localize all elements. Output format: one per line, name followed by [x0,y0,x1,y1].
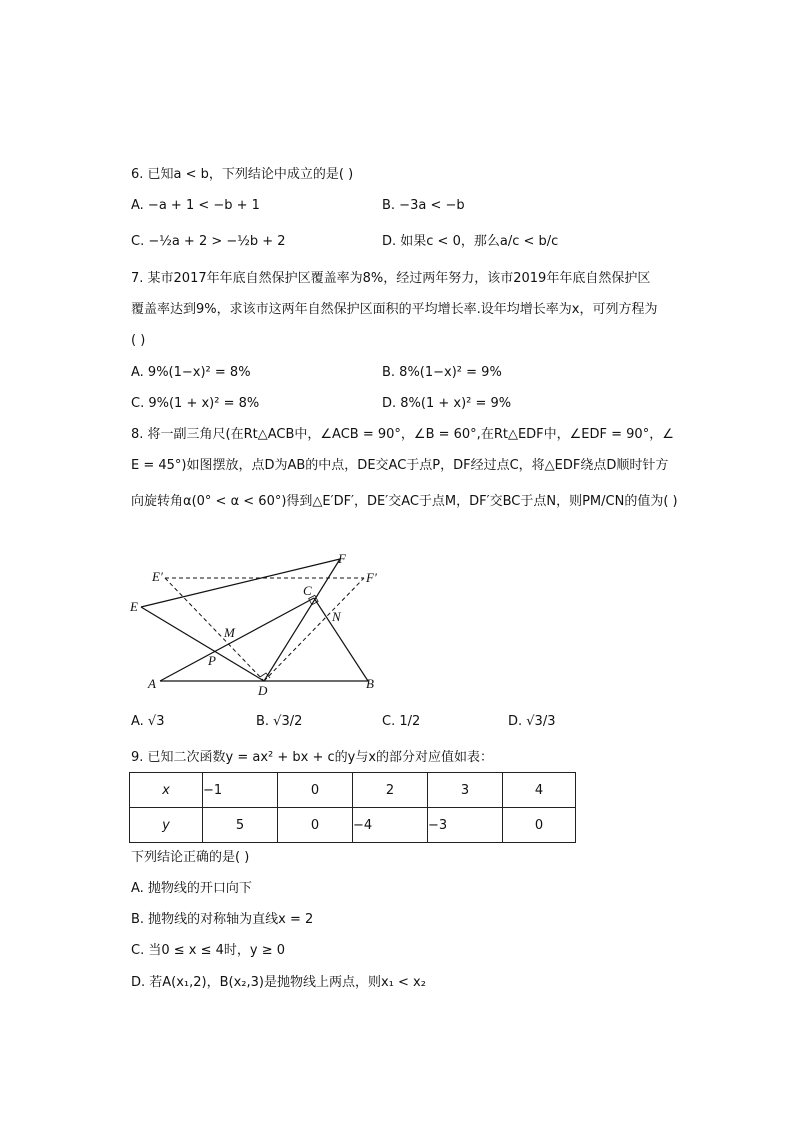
table-cell: −1 [203,773,278,808]
q7-line-3: ( ) [131,333,146,348]
q6-option-a: A. −a + 1 < −b + 1 [131,198,260,213]
label-a: A [148,676,156,691]
segment-AC [160,598,314,681]
table-cell: 2 [353,773,428,808]
table-header-y: y [130,808,203,843]
q6-option-c: C. −½a + 2 > −½b + 2 [131,234,286,249]
q9-prompt: 下列结论正确的是( ) [131,850,250,865]
q9-stem: 9. 已知二次函数y = ax² + bx + c的y与x的部分对应值如表： [131,750,494,765]
q8-geometry-figure [120,545,390,700]
q8-option-b: B. √3/2 [256,714,303,729]
q7-line-2: 覆盖率达到9%，求该市这两年自然保护区面积的平均增长率.设年均增长率为x，可列方程为 [131,302,658,317]
label-e-prime: E′ [152,569,163,584]
segment-ED [141,607,264,681]
q9-option-d: D. 若A(x₁,2)，B(x₂,3)是抛物线上两点，则x₁ < x₂ [131,975,426,990]
q9-option-a: A. 抛物线的开口向下 [131,881,252,896]
value-table [129,772,576,843]
table-cell: 5 [203,808,278,843]
q9-option-b: B. 抛物线的对称轴为直线x = 2 [131,912,314,927]
q8-option-d: D. √3/3 [508,714,556,729]
table-cell: −4 [353,808,428,843]
q6-option-d: D. 如果c < 0，那么a/c < b/c [382,234,559,249]
table-cell: 0 [278,773,353,808]
label-d: D [258,683,268,698]
table-row-y [130,808,576,843]
q8-option-c: C. 1/2 [382,714,421,729]
q7-line-1: 7. 某市2017年年底自然保护区覆盖率为8%，经过两年努力，该市2019年年底自然保护区 [131,271,651,286]
q8-line-2: E = 45°)如图摆放，点D为AB的中点，DE交AC于点P，DF经过点C，将△EDF绕点D顺时针方 [131,458,669,473]
q7-option-c: C. 9%(1 + x)² = 8% [131,396,260,411]
table-row-x [130,773,576,808]
table-cell: 4 [503,773,576,808]
table-cell: −3 [428,808,503,843]
label-b: B [366,676,374,691]
label-p: P [208,653,216,668]
label-f-prime: F′ [366,570,377,585]
q6-stem: 6. 已知a < b，下列结论中成立的是( ) [131,167,354,182]
table-cell: 0 [503,808,576,843]
q8-line-1: 8. 将一副三角尺(在Rt△ACB中，∠ACB = 90°，∠B = 60°,在Rt△EDF中，∠EDF = 90°，∠ [131,427,674,442]
table-header-x: x [130,773,203,808]
q8-option-a: A. √3 [131,714,165,729]
label-f: F [338,551,346,566]
label-e: E [130,599,138,614]
label-n: N [332,609,341,624]
segment-CB [314,598,368,681]
table-cell: 0 [278,808,353,843]
q7-option-b: B. 8%(1−x)² = 9% [382,365,502,380]
segment-DF1 [264,578,364,681]
q7-option-d: D. 8%(1 + x)² = 9% [382,396,512,411]
label-m: M [224,625,235,640]
q8-line-3: 向旋转角α(0° < α < 60°)得到△E′DF′，DE′交AC于点M，DF′交BC于点N，则PM/CN的值为( ) [131,494,678,509]
label-c: C [303,583,312,598]
q7-option-a: A. 9%(1−x)² = 8% [131,365,251,380]
q9-option-c: C. 当0 ≤ x ≤ 4时，y ≥ 0 [131,943,286,958]
q6-option-b: B. −3a < −b [382,198,465,213]
table-cell: 3 [428,773,503,808]
